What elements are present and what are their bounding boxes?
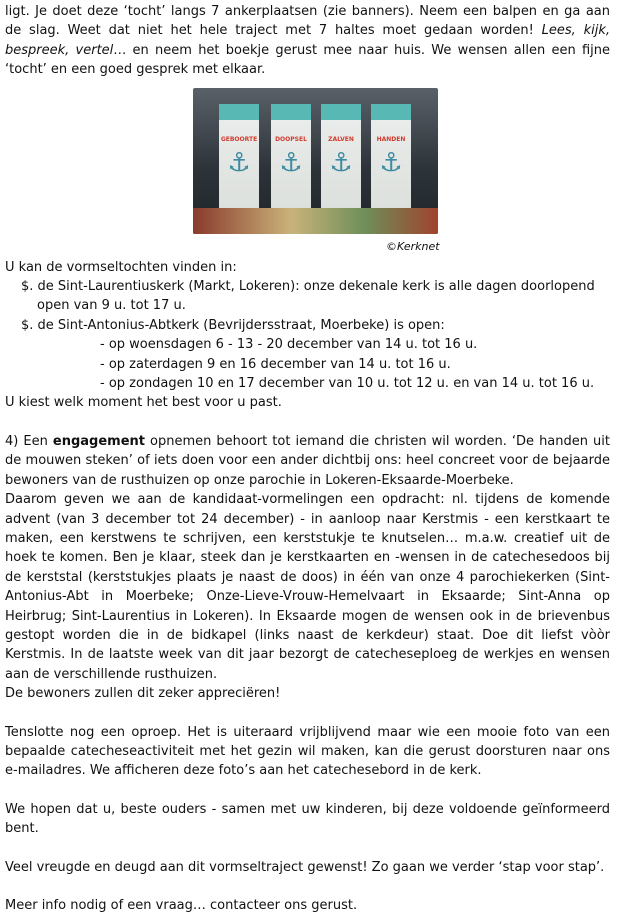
anchor-icon: ⚓: [379, 147, 403, 178]
photo-floor: [193, 208, 438, 234]
photo-call-paragraph: Tenslotte nog een oproep. Het is uiteraard vrijblijvend maar wie een mooie foto van een bepaalde catecheseactiviteit met het gezin wil maken, kan die gerust doorsturen naar ons e-mailadres. We afficheren deze foto’s aan het catechesebord in de kerk.: [5, 724, 610, 779]
tours-heading: U kan de vormseltochten vinden in:: [5, 259, 237, 275]
location-text: de Sint-Laurentiuskerk (Markt, Lokeren): onze dekenale kerk is alle dagen doorlopend open van 9 u. tot 17 u.: [37, 279, 595, 314]
banner-figure: [5, 80, 610, 258]
more-info-paragraph: Meer info nodig of een vraag… contacteer ons gerust.: [5, 898, 358, 913]
engagement-bold: engagement: [52, 433, 145, 449]
banner-word: DOOPSEL: [275, 135, 307, 143]
anchor-icon: ⚓: [279, 147, 303, 178]
tours-closing: U kiest welk moment het best voor u past.: [5, 395, 282, 411]
intro-text-end: … en neem het boekje gerust mee naar huis. We wensen allen een fijne ‘tocht’ en een goed gesprek met elkaar.: [5, 42, 610, 78]
location-text: de Sint-Antonius-Abtkerk (Bevrijdersstraat, Moerbeke) is open:: [37, 317, 445, 333]
engagement-paragraph: [5, 432, 610, 490]
intro-paragraph: [5, 2, 610, 80]
bullet: $.: [21, 317, 34, 333]
residents-paragraph: De bewoners zullen dit zeker appreciëren!: [5, 686, 281, 702]
document-page: [5, 2, 610, 915]
location-item: [5, 316, 610, 335]
bullet: $.: [21, 279, 34, 295]
banner-word: GEBOORTE: [220, 135, 258, 143]
banner-photo: [193, 88, 438, 234]
tours-section: [5, 258, 610, 413]
engagement-text: opnemen behoort tot iemand die christen wil worden. ‘De handen uit de mouwen steken’ of iets doen voor een ander dichtbij ons: heel concreet voor de bejaarde bewoners van de rusthuizen op onze parochie in Lokeren-Eksaarde-Moerbeke.: [5, 433, 610, 488]
engagement-prefix: 4) Een: [5, 433, 53, 449]
photo-credit: ©Kerknet: [386, 239, 440, 253]
banner-word: HANDEN: [376, 135, 406, 143]
location-item: [5, 277, 610, 316]
assignment-paragraph: Daarom geven we aan de kandidaat-vormelingen een opdracht: nl. tijdens de komende advent (van 3 december tot 24 december) - in aanloop naar Kerstmis - een kerstkaart te maken, een kerstwens te schrijven, een kerststukje te knutselen… m.a.w. creatief uit de hoek te komen. Ben je klaar, steek dan je kerstkaarten en -wensen in de catechesedoos bij de kerststal (kerststukjes plaats je naast de doos) in één van onze 4 parochiekerken (Sint-Antonius-Abt in Moerbeke; Onze-Lieve-Vrouw-Hemelvaart in Eksaarde; Sint-Anna op Heirbrug; Sint-Laurentius in Lokeren). In Eksaarde mogen de wensen ook in de brievenbus gestopt worden die in de bidkapel (links naast de kerkdeur) staat. Doe dit liefst vòòr Kerstmis. In de laatste week van dit jaar bezorgt de catecheseploeg de werkjes en wensen aan de verschillende rusthuizen.: [5, 492, 610, 682]
banner-word: ZALVEN: [328, 135, 354, 143]
hope-paragraph: We hopen dat u, beste ouders - samen met uw kinderen, bij deze voldoende geïnformeerd bent.: [5, 801, 610, 837]
opening-time: - op woensdagen 6 - 13 - 20 december van 14 u. tot 16 u.: [100, 337, 478, 353]
opening-time: - op zondagen 10 en 17 december van 10 u. tot 12 u. en van 14 u. tot 16 u.: [100, 376, 595, 392]
anchor-icon: ⚓: [329, 147, 353, 178]
intro-italic: Lees, kijk, bespreek, vertel: [5, 23, 611, 58]
anchor-icon: ⚓: [227, 147, 251, 178]
wish-paragraph: Veel vreugde en deugd aan dit vormseltraject gewenst! Zo gaan we verder ‘stap voor stap’.: [5, 859, 605, 875]
intro-text: ligt. Je doet deze ‘tocht’ langs 7 ankerplaatsen (zie banners). Neem een balpen en ga aan de slag. Weet dat niet het hele traject met 7 haltes moet gedaan worden!: [5, 4, 610, 39]
opening-time: - op zaterdagen 9 en 16 december van 14 u. tot 16 u.: [100, 356, 451, 372]
